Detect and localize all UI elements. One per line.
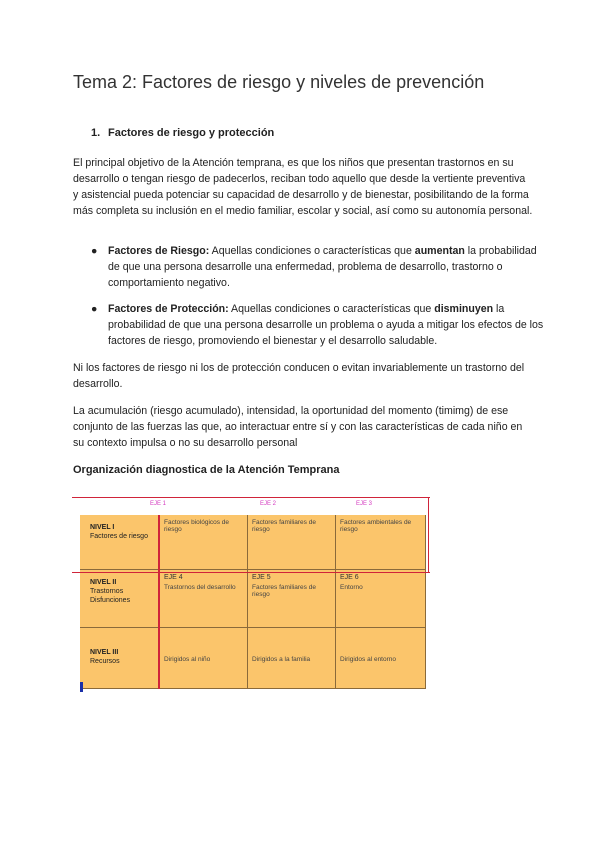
paragraph-2: Ni los factores de riesgo ni los de protección conducen o evitan invariablemente un trastorno del desarrollo. <box>73 362 525 390</box>
intro-paragraph: El principal objetivo de la Atención temprana, es que los niños que presentan trastornos en su desarrollo o tengan riesgo de padecerlos, reciban todo aquello que desde la vertiente preventiva y asistencial pueda potenciar su capacidad de desarrollo y de bienestar, posibilitando de la forma más completa su inclusión en el medio familiar, escolar y social, así como su autonomía personal. <box>73 157 533 217</box>
bullet-dot: ● <box>91 245 98 257</box>
nivel-cell <box>80 628 160 689</box>
eje-label: EJE 4 <box>164 574 183 581</box>
diagnostic-organization-figure <box>72 497 430 693</box>
section-heading-text: Factores de riesgo y protección <box>108 127 275 139</box>
bullet-protection-factors <box>91 301 548 349</box>
red-line-mid <box>72 572 430 573</box>
bullet-label: Factores de Riesgo: <box>108 245 210 257</box>
page-title: Tema 2: Factores de riesgo y niveles de prevención <box>73 72 485 92</box>
bullet-text: Aquellas condiciones o características que <box>209 245 415 257</box>
cell-text: Factores familiares de riesgo <box>252 584 316 598</box>
paragraph-3: La acumulación (riesgo acumulado), intensidad, la oportunidad del momento (timimg) de ese conjunto de las fuerzas las que, ao interactuar entre sí y con las características de cada niño en su contexto impulsa o no su desarrollo personal <box>73 405 523 449</box>
blue-mark <box>80 682 83 692</box>
figure-heading: Organización diagnostica de la Atención Temprana <box>73 464 340 476</box>
eje-label: EJE 5 <box>252 574 271 581</box>
grid-cell <box>336 570 426 628</box>
bullet-label: Factores de Protección: <box>108 303 229 315</box>
nivel-subtitle: Trastornos Disfunciones <box>90 588 131 604</box>
nivel-title: NIVEL II <box>90 579 117 586</box>
cell-text: Entorno <box>340 584 363 591</box>
grid-cell: Dirigidos a la familia <box>248 628 336 689</box>
cell-text: Trastornos del desarrollo <box>164 584 236 591</box>
figure-top-row <box>144 497 430 513</box>
section-number: 1. <box>91 127 101 139</box>
grid-cell: Dirigidos al entorno <box>336 628 426 689</box>
bullet-text: la probabilidad de que una persona desarrolle un problema o ayuda a mitigar los efectos de los factores de riesgo, promoviendo el bienestar y el desarrollo saludable. <box>108 303 544 347</box>
section-heading <box>91 127 274 139</box>
eje-label: EJE 6 <box>340 574 359 581</box>
red-line-top <box>72 497 430 498</box>
grid-cell <box>160 570 248 628</box>
grid-cell: Factores familiares de riesgo <box>248 515 336 570</box>
figure-grid <box>80 515 426 689</box>
bullet-text: la probabilidad de que una persona desarrolle una enfermedad, problema de desarrollo, trastorno o comportamiento negativo. <box>108 245 537 289</box>
bullet-keyword: aumentan <box>414 245 465 257</box>
grid-cell: Factores biológicos de riesgo <box>160 515 248 570</box>
nivel-cell <box>80 570 160 628</box>
nivel-title: NIVEL I <box>90 524 115 531</box>
bullet-keyword: disminuyen <box>434 303 494 315</box>
nivel-cell <box>80 515 160 570</box>
bullet-risk-factors <box>91 243 548 291</box>
bullet-text: Aquellas condiciones o características que <box>228 303 435 315</box>
red-line-right <box>428 497 429 573</box>
nivel-subtitle: Recursos <box>90 658 120 665</box>
nivel-title: NIVEL III <box>90 649 119 656</box>
top-label: EJE 2 <box>260 501 277 507</box>
grid-cell: Dirigidos al niño <box>160 628 248 689</box>
top-label: EJE 3 <box>356 501 373 507</box>
grid-cell: Factores ambientales de riesgo <box>336 515 426 570</box>
top-label: EJE 1 <box>150 501 167 507</box>
nivel-subtitle: Factores de riesgo <box>90 533 148 540</box>
grid-cell <box>248 570 336 628</box>
red-line-vertical <box>158 515 160 689</box>
bullet-dot: ● <box>91 303 98 315</box>
